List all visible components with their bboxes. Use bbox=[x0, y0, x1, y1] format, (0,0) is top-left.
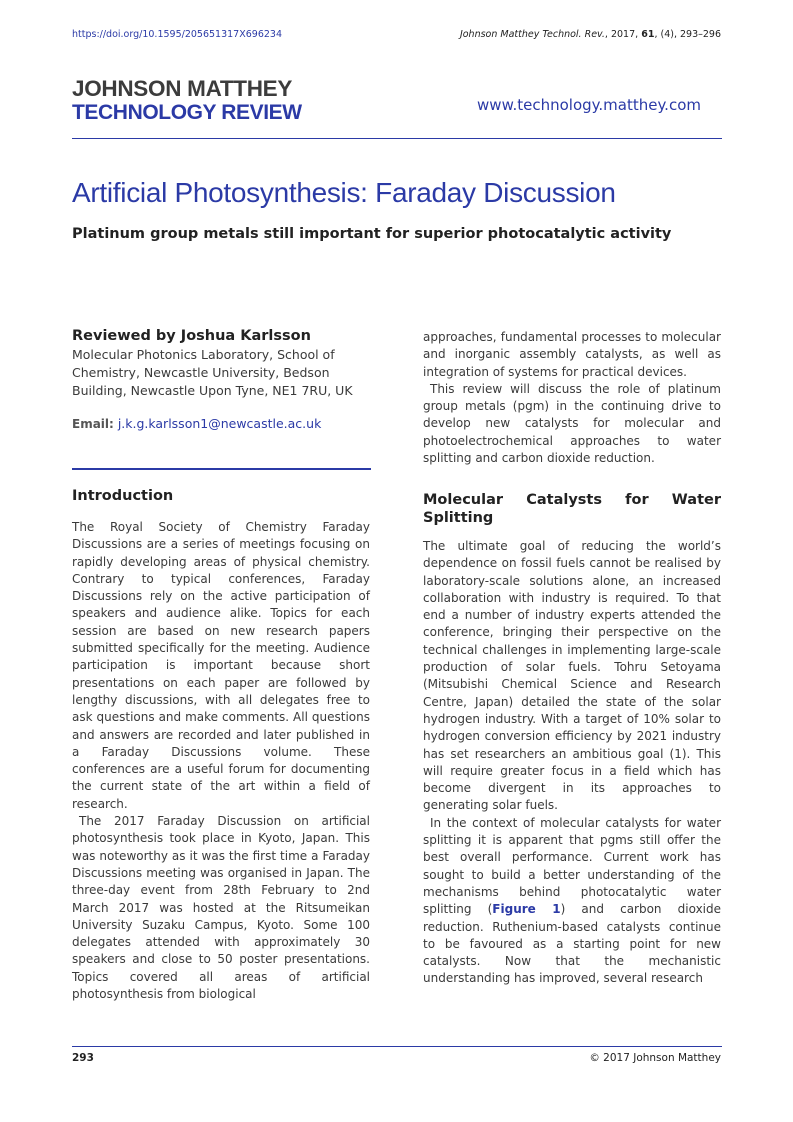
catalysts-paragraph-2-end: ) and carbon dioxide reduction. Ruthenium-based catalysts continue to be favoured as a starting point for new catalysts. Now that the mechanistic understanding has improved, several research bbox=[423, 902, 722, 986]
header-divider bbox=[72, 138, 722, 139]
footer-divider bbox=[72, 1046, 722, 1047]
right-paragraph-continued: approaches, fundamental processes to molecular and inorganic assembly catalysts, as well as integration of systems for practical devices. bbox=[423, 330, 721, 379]
intro-paragraph-1: The Royal Society of Chemistry Faraday Discussions are a series of meetings focusing on rapidly developing areas of physical chemistry. Contrary to typical conferences, Faraday Discussions rely on the active participation of speakers and audience alike. Topics for each session are based on new research papers submitted specifically for the meeting. Audience participation is important because short presentations on each paper are followed by lengthy discussions, with all delegates free to ask questions and make comments. All questions and answers are recorded and later published in a Faraday Discussions volume. These conferences are a useful forum for documenting the current state of the art within a field of research. bbox=[72, 520, 370, 811]
journal-name: Johnson Matthey Technol. Rev. bbox=[459, 29, 605, 40]
left-column bbox=[72, 519, 370, 1003]
citation-issue-pages: (4), 293–296 bbox=[660, 29, 721, 40]
page-number: 293 bbox=[72, 1052, 94, 1064]
reviewer-byline: Reviewed by Joshua Karlsson bbox=[72, 328, 311, 344]
catalysts-paragraph-2 bbox=[423, 815, 721, 988]
right-column-top bbox=[423, 329, 721, 467]
catalysts-paragraph-2-start: In the context of molecular catalysts for water splitting it is apparent that pgms still offer the best overall performance. Current work has sought to build a better understanding of the mechanisms behind photocatalytic water splitting ( bbox=[423, 815, 721, 917]
email-link[interactable]: j.k.g.karlsson1@newcastle.ac.uk bbox=[117, 416, 322, 431]
introduction-heading: Introduction bbox=[72, 488, 174, 504]
journal-logo-line1: JOHNSON MATTHEY bbox=[72, 76, 293, 101]
molecular-catalysts-heading: Molecular Catalysts for Water Splitting bbox=[423, 492, 721, 526]
reviewer-email bbox=[72, 416, 321, 431]
citation: Johnson Matthey Technol. Rev., 2017, 61, (4), 293–296 bbox=[459, 29, 721, 40]
citation-year: 2017, bbox=[610, 29, 639, 40]
citation-volume: 61 bbox=[641, 29, 655, 40]
section-divider bbox=[72, 468, 371, 470]
copyright: © 2017 Johnson Matthey bbox=[589, 1052, 721, 1064]
journal-logo-line2: TECHNOLOGY REVIEW bbox=[72, 101, 302, 124]
right-paragraph-review-scope: This review will discuss the role of platinum group metals (pgm) in the continuing drive to develop new catalysts for molecular and photoelectrochemical approaches to water splitting and carbon dioxide reduction. bbox=[423, 381, 721, 466]
reviewer-affiliation: Molecular Photonics Laboratory, School of Chemistry, Newcastle University, Bedson Building, Newcastle Upon Tyne, NE1 7RU, UK bbox=[72, 347, 353, 398]
intro-paragraph-2: The 2017 Faraday Discussion on artificial photosynthesis took place in Kyoto, Japan. This was noteworthy as it was the first time a Faraday Discussions meeting was organised in Japan. The three-day event from 28th February to 2nd March 2017 was hosted at the Ritsumeikan University Suzaku Campus, Kyoto. Some 100 delegates attended with approximately 30 speakers and close to 50 poster presentations. Topics covered all areas of artificial photosynthesis from biological bbox=[72, 814, 370, 1002]
email-label: Email: bbox=[72, 417, 114, 431]
figure-1-link[interactable]: Figure 1 bbox=[492, 902, 561, 917]
doi-link[interactable]: https://doi.org/10.1595/205651317X696234 bbox=[72, 29, 282, 40]
catalysts-paragraph-1: The ultimate goal of reducing the world’s dependence on fossil fuels cannot be realised by laboratory-scale solutions alone, an increased collaboration with industry is required. To that end a number of industry experts attended the conference, bringing their perspective on the technical challenges in implementing large-scale production of solar fuels. Tohru Setoyama (Mitsubishi Chemical Science and Research Centre, Japan) detailed the state of the solar hydrogen industry. With a target of 10% solar to hydrogen conversion efficiency by 2021 industry has set researchers an ambitious goal (1). This will require greater focus in a field which has become divergent in its approaches to generating solar fuels. bbox=[423, 539, 721, 813]
website-link[interactable]: www.technology.matthey.com bbox=[477, 96, 701, 114]
article-title: Artificial Photosynthesis: Faraday Discussion bbox=[72, 177, 616, 208]
right-column-body bbox=[423, 538, 721, 988]
article-subtitle: Platinum group metals still important for superior photocatalytic activity bbox=[72, 226, 672, 242]
